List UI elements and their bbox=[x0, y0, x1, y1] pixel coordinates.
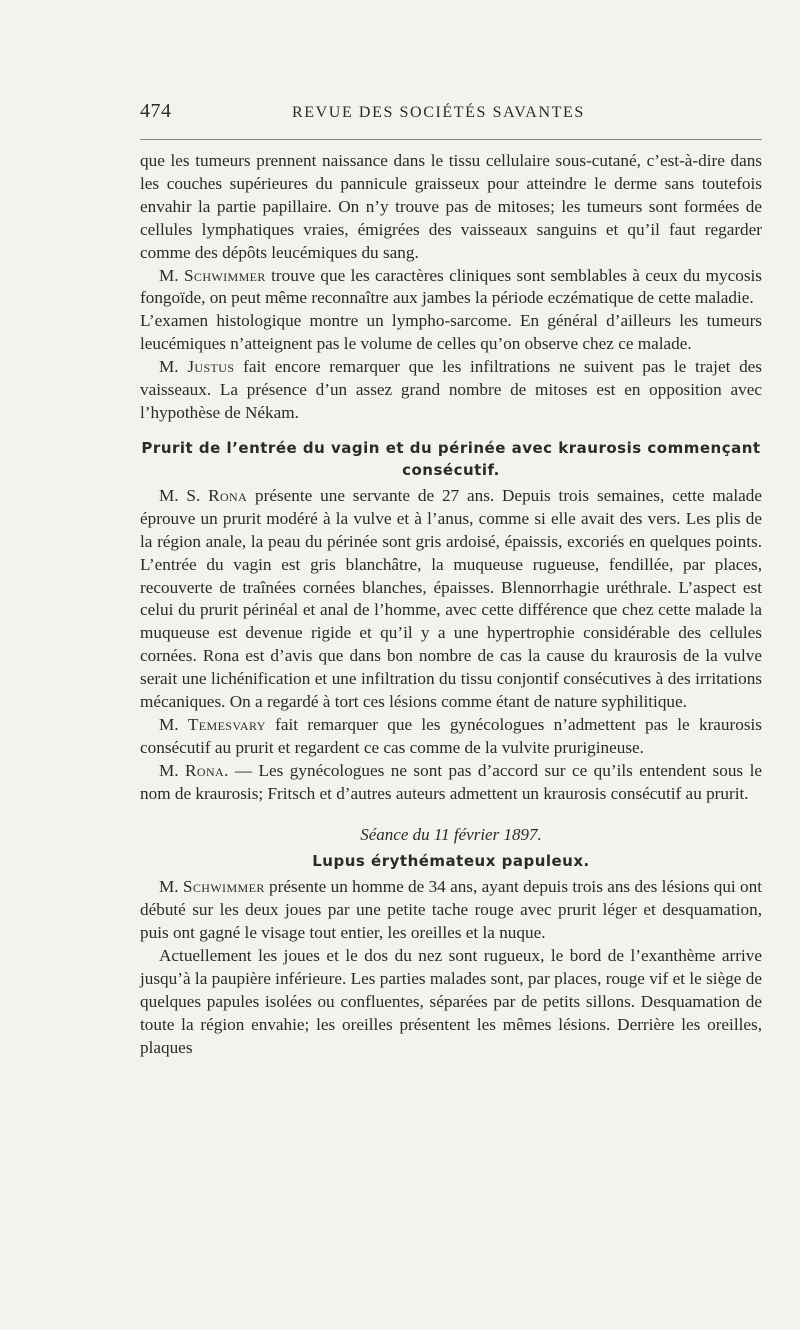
m-prefix: M. bbox=[159, 357, 188, 377]
paragraph-temesvary bbox=[140, 714, 762, 760]
paragraph-text: fait encore remarquer que les infiltrations ne suivent pas le trajet des vaisseaux. La présence d’un assez grand nombre de mitoses est en opposition avec l’hypothèse de Nékam. bbox=[140, 357, 762, 422]
article-body bbox=[140, 150, 762, 1060]
m-prefix: M. bbox=[159, 265, 184, 285]
paragraph-examen: L’examen histologique montre un lympho-sarcome. En général d’ailleurs les tumeurs leucémiques n’atteignent pas le volume de celles qu’on observe chez ce malade. bbox=[140, 311, 762, 354]
author-name: Rona bbox=[185, 760, 225, 780]
page-number: 474 bbox=[140, 100, 172, 122]
author-name: Temesvary bbox=[187, 714, 266, 734]
header-rule bbox=[140, 139, 762, 140]
paragraph-text: présente une servante de 27 ans. Depuis trois semaines, cette malade éprouve un prurit modéré à la vulve et à l’anus, comme si elle avait des vers. Les plis de la région anale, la peau du périnée sont gris ardoisé, épaissis, excoriés en quelques points. L’entrée du vagin est gris blanchâtre, la muqueuse rugueuse, fendillée, par places, recouverte de traînées cornées blanches, épaisses. Blennorrhagie uréthrale. L’aspect est celui du prurit périnéal et anal de l’homme, avec cette différence que chez cette malade la muqueuse est devenue rigide et qu’il y a une hypertrophie considérable des cellules cornées. Rona est d’avis que dans bon nombre de cas la cause du kraurosis de la vulve serait une lichénification et une infiltration du tissu conjontif consécutives à des irritations mécaniques. On a regardé à tort ces lésions comme étant de nature syphilitique. bbox=[140, 485, 762, 712]
m-prefix: M. S. bbox=[159, 485, 209, 505]
m-prefix: M. bbox=[159, 714, 188, 734]
paragraph-text: . — Les gynécologues ne sont pas d’accord sur ce qu’ils entendent sous le nom de kraurosis; Fritsch et d’autres auteurs admettent un kraurosis consécutif au prurit. bbox=[140, 760, 762, 803]
author-name: Schwimmer bbox=[183, 265, 266, 285]
page-header bbox=[140, 96, 762, 126]
session-date: Séance du 11 février 1897. bbox=[360, 824, 542, 844]
paragraph-tumeurs: que les tumeurs prennent naissance dans le tissu cellulaire sous-cutané, c’est-à-dire dans les couches supérieures du pannicule graisseux pour atteindre le derme sans toutefois envahir la partie papillaire. On n’y trouve pas de mitoses; les tumeurs sont formées de cellules lymphatiques vraies, émigrées des vaisseaux sanguins et qu’il faut regarder comme des dépôts leucémiques du sang. bbox=[140, 151, 762, 262]
paragraph-schwimmer-mycosis bbox=[140, 265, 762, 311]
paragraph-text: présente un homme de 34 ans, ayant depuis trois ans des lésions qui ont débuté sur les deux joues par une petite tache rouge avec prurit léger et desquamation, puis ont gagné le visage tout entier, les oreilles et la nuque. bbox=[140, 877, 762, 943]
author-name: Schwimmer bbox=[182, 877, 265, 897]
running-head: REVUE DES SOCIÉTÉS SAVANTES bbox=[292, 104, 585, 121]
author-name: Justus bbox=[187, 357, 235, 377]
m-prefix: M. bbox=[159, 877, 183, 897]
author-name: Rona bbox=[208, 485, 248, 505]
paragraph-text: fait remarquer que les gynécologues n’admettent pas le kraurosis consécutif au prurit et regardent ce cas comme de la vulvite prurigineuse. bbox=[140, 714, 762, 757]
paragraph-text: trouve que les caractères cliniques sont semblables à ceux du mycosis fongoïde, on peut même reconnaître aux jambes la période eczématique de cette maladie. bbox=[140, 265, 762, 308]
m-prefix: M. bbox=[159, 760, 186, 780]
section-title-prurit: Prurit de l’entrée du vagin et du périnée avec kraurosis commençant consécutif. bbox=[141, 438, 761, 479]
paragraph-rona-case bbox=[140, 485, 762, 714]
paragraph-schwimmer-lupus bbox=[140, 876, 762, 945]
paragraph-justus bbox=[140, 356, 762, 425]
paragraph-actuellement: Actuellement les joues et le dos du nez sont rugueux, le bord de l’exanthème arrive jusqu’à la paupière inférieure. Les parties malades sont, par places, rouge vif et le siège de quelques papules isolées ou confluentes, séparées par de petits sillons. Desquamation de toute la région envahie; les oreilles présentent les mêmes lésions. Derrière les oreilles, plaques bbox=[140, 946, 762, 1057]
paragraph-rona-reply bbox=[140, 760, 762, 806]
section-title-lupus: Lupus érythémateux papuleux. bbox=[312, 852, 590, 871]
